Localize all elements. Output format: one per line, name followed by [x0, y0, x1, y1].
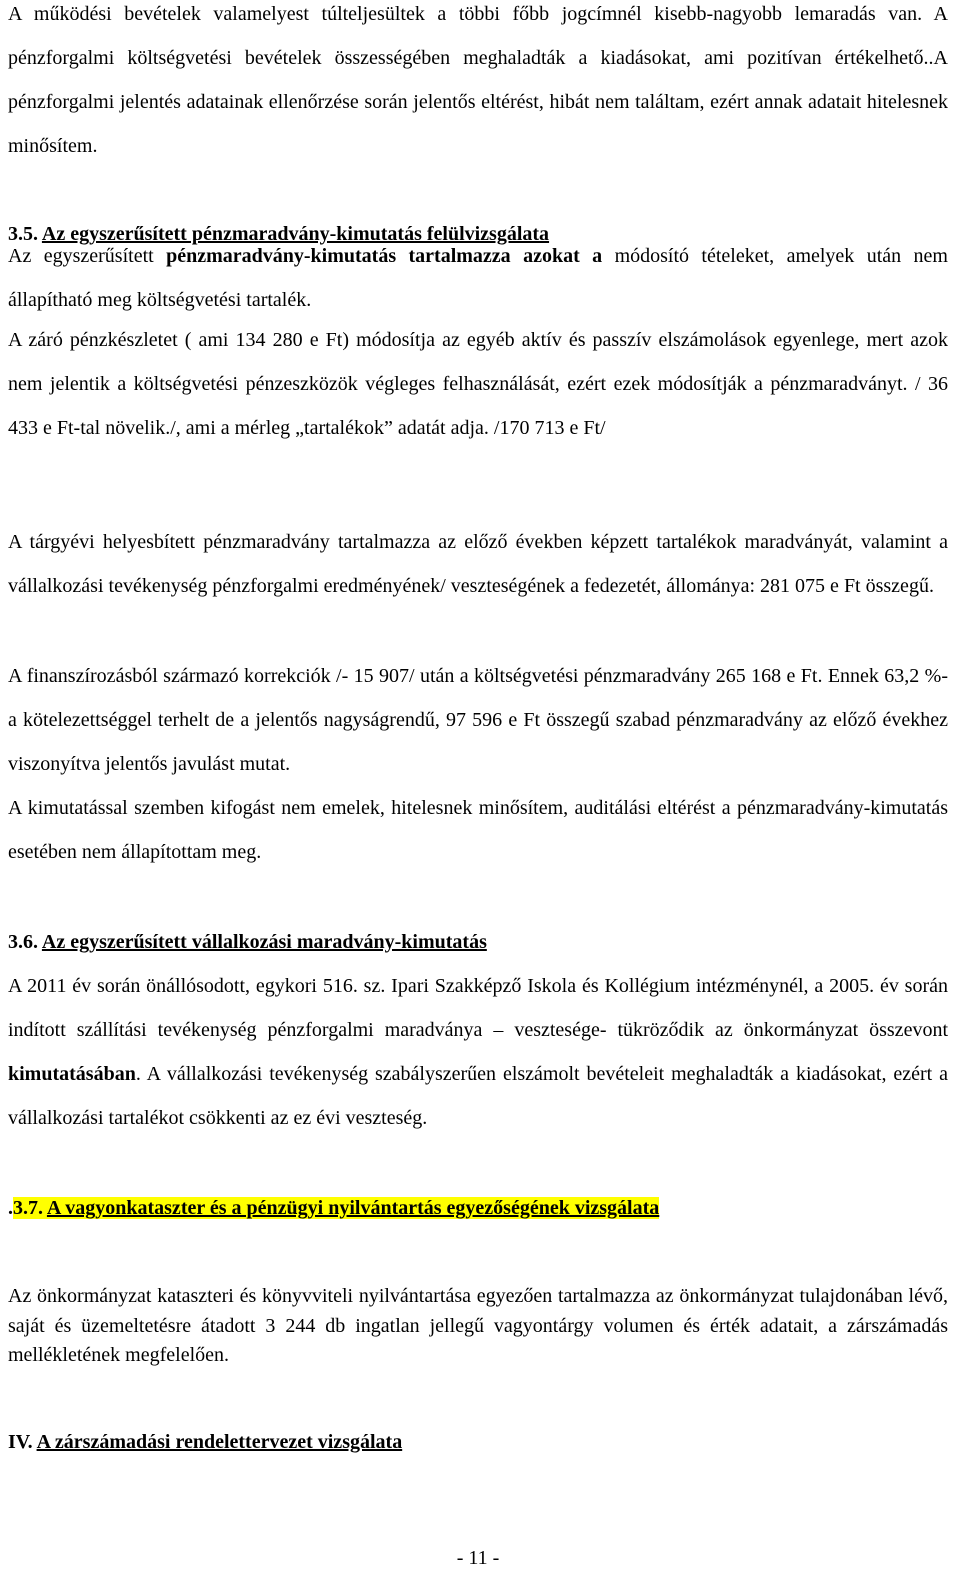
section-3-7-highlight: [13, 1197, 659, 1219]
text-span: A 2011 év során önállósodott, egykori 516. sz. Ipari Szakképző Iskola és Kollégium intézménynél, a 2005. év során indított szállítási tevékenység pénzforgalmi maradványa – vesztesége- tükröződik az önkormányzat összevont: [8, 975, 948, 1041]
paragraph-3-5-conclusion: A kimutatással szemben kifogást nem emelek, hitelesnek minősítem, auditálási eltérést a pénzmaradvány-kimutatás esetében nem állapítottam meg.: [8, 797, 948, 863]
paragraph-3-5-closing-cash: A záró pénzkészletet ( ami 134 280 e Ft) módosítja az egyéb aktív és passzív elszámolások egyenlege, mert azok nem jelentik a költségvetési pénzeszközök végleges felhasználását, ezért ezek módosítják a pénzmaradványt. / 36 433 e Ft-tal növelik./, ami a mérleg „tartalékok” adatát adja. /170 713 e Ft/: [8, 329, 948, 439]
section-3-5-number: 3.5.: [8, 223, 38, 245]
section-3-5-title: Az egyszerűsített pénzmaradvány-kimutatás felülvizsgálata: [41, 223, 550, 245]
section-3-6-title: Az egyszerűsített vállalkozási maradvány-kimutatás: [41, 931, 487, 953]
section-3-6-heading: [8, 920, 948, 964]
bold-text-span: kimutatásában: [8, 1063, 136, 1085]
text-span: . A vállalkozási tevékenység szabályszerűen elszámolt bevételeit meghaladták a kiadásokat, ezért a vállalkozási tartalékot csökkenti az ez évi veszteség.: [8, 1063, 948, 1129]
section-3-7-prefix: .: [8, 1197, 13, 1219]
section-3-7-number: 3.7.: [13, 1197, 43, 1219]
section-3-6-number: 3.6.: [8, 931, 38, 953]
section-3-7-heading: [8, 1186, 948, 1230]
text-span: Az egyszerűsített: [8, 245, 167, 267]
paragraph-3-7-body: Az önkormányzat kataszteri és könyvviteli nyilvántartása egyezően tartalmazza az önkormányzat tulajdonában lévő, saját és üzemeltetésre átadott 3 244 db ingatlan jellegű vagyontárgy volumen és érték adatait, a zárszámadás mellékletének megfelelően.: [8, 1285, 948, 1366]
paragraph-3-5-financing-corrections: A finanszírozásból származó korrekciók /- 15 907/ után a költségvetési pénzmaradvány 265 168 e Ft. Ennek 63,2 %-a kötelezettséggel terhelt de a jelentős nagyságrendű, 97 596 e Ft összegű szabad pénzmaradvány az előző évekhez viszonyítva jelentős javulást mutat.: [8, 665, 948, 775]
text-span: módosító tételeket, amelyek után nem állapítható meg költségvetési tartalék.: [8, 245, 948, 311]
section-iv-number: IV.: [8, 1431, 33, 1453]
page-number: - 11 -: [456, 1547, 500, 1569]
section-iv-title: A zárszámadási rendelettervezet vizsgálata: [36, 1431, 403, 1453]
section-3-7-title: A vagyonkataszter és a pénzügyi nyilvántartás egyezőségének vizsgálata: [46, 1197, 660, 1219]
bold-text-span: pénzmaradvány-kimutatás tartalmazza azokat a: [166, 245, 603, 267]
paragraph-3-5-intro: [8, 234, 948, 322]
section-iv-heading: [8, 1420, 948, 1464]
paragraph-3-6-body: [8, 964, 948, 1140]
paragraph-operating-revenues: A működési bevételek valamelyest túlteljesültek a többi főbb jogcímnél kisebb-nagyobb lemaradás van. A pénzforgalmi költségvetési bevételek összességében meghaladták a kiadásokat, ami pozitívan értékelhető..A pénzforgalmi jelentés adatainak ellenőrzése során jelentős eltérést, hibát nem találtam, ezért annak adatait hitelesnek minősítem.: [8, 3, 948, 157]
paragraph-3-5-adjusted-residual: A tárgyévi helyesbített pénzmaradvány tartalmazza az előző években képzett tartalékok maradványát, valamint a vállalkozási tevékenység pénzforgalmi eredményének/ veszteségének a fedezetét, állománya: 281 075 e Ft összegű.: [8, 531, 948, 597]
